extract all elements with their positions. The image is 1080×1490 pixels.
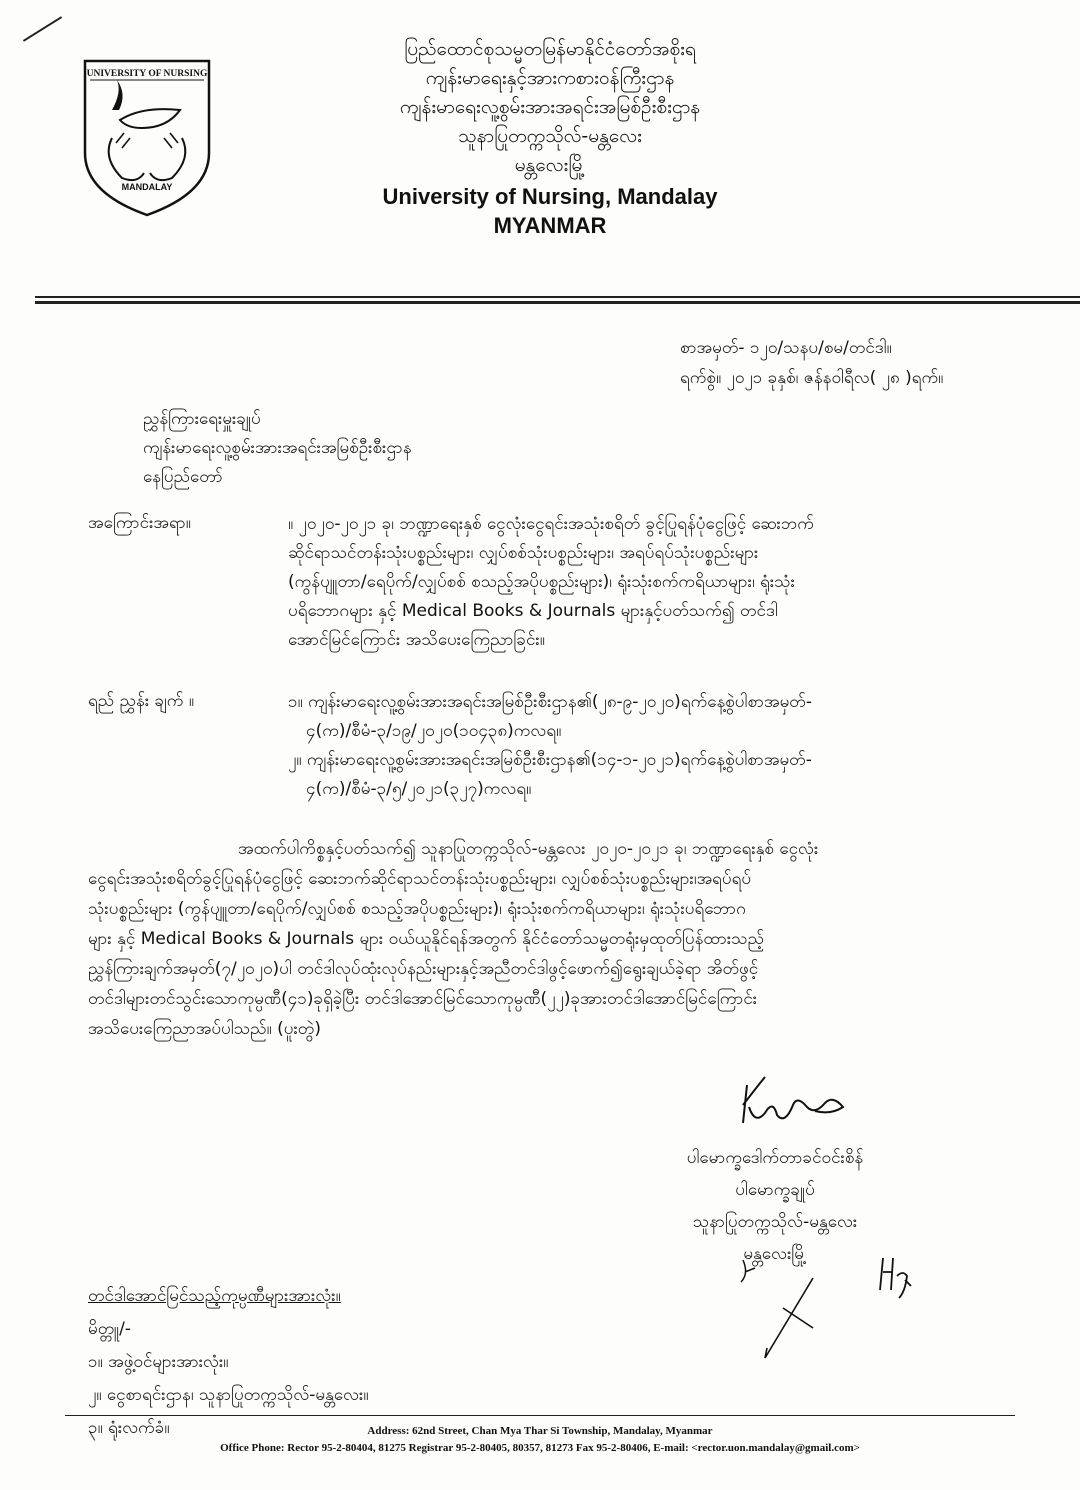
body-line: များ နှင့် Medical Books & Journals များ ဝယ်ယူနိုင်ရန်အတွက် နိုင်ငံတော်သမ္မတရုံးမှထုတ်ပြန်ထားသည့် bbox=[88, 929, 765, 949]
subject-line: ပရိဘောဂများ နှင့် Medical Books & Journals များနှင့်ပတ်သက်၍ တင်ဒါ bbox=[288, 601, 778, 621]
subject-label: အကြောင်းအရာ။ bbox=[88, 513, 191, 533]
distribution-item: ၂။ ငွေစာရင်းဌာန၊ သူနာပြုတက္ကသိုလ်-မန္တလေး။ bbox=[88, 1385, 369, 1405]
reference-item-1-line-1: ၁။ ကျန်းမာရေးလူ့စွမ်းအားအရင်းအမြစ်ဦးစီးဌာန၏(၂၈-၉-၂၀၂၀)ရက်နေ့စွဲပါစာအမှတ်- bbox=[288, 692, 812, 712]
handwritten-signature bbox=[735, 1065, 855, 1135]
body-line: အထက်ပါကိစ္စနှင့်ပတ်သက်၍ သူနာပြုတက္ကသိုလ်-မန္တလေး ၂၀၂၀-၂၀၂၁ ခု၊ ဘဏ္ဍာရေးနှစ် ငွေလုံး bbox=[238, 839, 819, 859]
header-line-2: ကျန်းမာရေးနှင့်အားကစားဝန်ကြီးဌာန bbox=[425, 67, 675, 89]
body-line: အသိပေးကြေညာအပ်ပါသည်။ (ပူးတွဲ) bbox=[88, 1019, 321, 1039]
subject-text bbox=[288, 510, 1023, 655]
signatory-name: ပါမောက္ခဒေါက်တာခင်ဝင်းစိန် bbox=[686, 1148, 864, 1168]
university-seal-logo bbox=[82, 58, 212, 218]
subject-line: (ကွန်ပျူတာ/ရေပိုက်/လျှပ်စစ် စသည့်အပိုပစ္စည်းများ)၊ ရုံးသုံးစက်ကရိယာများ၊ ရုံးသုံး bbox=[288, 572, 795, 592]
reference-item-2-line-2: ၄(က)/စီမံ-၃/၅/၂၀၂၁(၃၂၇)ကလရ။ bbox=[306, 779, 532, 799]
header-divider-top bbox=[35, 296, 1080, 298]
reference-item-1-line-2: ၄(က)/စီမံ-၃/၁၉/၂၀၂၀(၁၀၄၃၈)ကလရ။ bbox=[306, 721, 562, 741]
signatory-institution: သူနာပြုတက္ကသိုလ်-မန္တလေး bbox=[692, 1212, 858, 1232]
header-divider-bottom bbox=[35, 301, 1080, 304]
subject-line: အောင်မြင်ကြောင်း အသိပေးကြေညာခြင်း။ bbox=[288, 630, 545, 650]
header-line-3: ကျန်းမာရေးလူ့စွမ်းအားအရင်းအမြစ်ဦးစီးဌာန bbox=[399, 96, 701, 118]
footer-divider bbox=[65, 1415, 1015, 1416]
recipient-line-1: ညွှန်ကြားရေးမှူးချုပ် bbox=[143, 409, 261, 429]
references-list bbox=[288, 688, 1023, 804]
subject-line: ဆိုင်ရာသင်တန်းသုံးပစ္စည်းများ၊ လျှပ်စစ်သုံးပစ္စည်းများ၊ အရပ်ရပ်သုံးပစ္စည်းများ bbox=[288, 543, 759, 563]
header-line-4: သူနာပြုတက္ကသိုလ်-မန္တလေး bbox=[458, 125, 642, 147]
distribution-item: ၃။ ရုံးလက်ခံ။ bbox=[88, 1418, 170, 1438]
recipient-block bbox=[143, 405, 743, 492]
header-english-name: University of Nursing, Mandalay bbox=[382, 184, 718, 209]
recipient-line-3: နေပြည်တော် bbox=[143, 467, 223, 487]
copy-label: မိတ္တူ/- bbox=[88, 1319, 132, 1339]
references-label: ရည် ညွှန်း ချက် ။ bbox=[88, 691, 194, 711]
body-line: သုံးပစ္စည်းများ (ကွန်ပျူတာ/ရေပိုက်/လျှပ်စစ် စသည့်အပိုပစ္စည်းများ)၊ ရုံးသုံးစက်ကရိယာများ၊ ရုံးသုံးပရိဘောဂ bbox=[88, 899, 746, 919]
seal-bottom-text: MANDALAY bbox=[121, 182, 173, 192]
distribution-heading: တင်ဒါအောင်မြင်သည့်ကုမ္ပဏီများအားလုံး။ bbox=[88, 1286, 341, 1306]
body-line: ညွှန်ကြားချက်အမှတ်(၇/၂၀၂၀)ပါ တင်ဒါလုပ်ထုံးလုပ်နည်းများနှင့်အညီတင်ဒါဖွင့်ဖောက်၍ရွေးချယ်ခဲ့ရာ အိတ်ဖွင့် bbox=[88, 959, 759, 979]
signatory-title: ပါမောက္ခချုပ် bbox=[735, 1180, 815, 1200]
signatory-city: မန္တလေးမြို့ bbox=[743, 1244, 807, 1264]
header-line-1: ပြည်ထောင်စုသမ္မတမြန်မာနိုင်ငံတော်အစိုးရ bbox=[404, 38, 696, 60]
letter-date: ရက်စွဲ။ ၂၀၂၁ ခုနှစ်၊ ဇန်နဝါရီလ( ၂၈ )ရက်။ bbox=[680, 368, 944, 388]
pen-stroke-mark bbox=[23, 16, 62, 42]
footer-contact: Office Phone: Rector 95-2-80404, 81275 Registrar 95-2-80405, 80357, 81273 Fax 95-2-80406, E-mail: <rector.uon.mandalay@gmail.com> bbox=[220, 1442, 860, 1454]
distribution-item: ၁။ အဖွဲ့ဝင်များအားလုံး။ bbox=[88, 1352, 229, 1372]
reference-item-2-line-1: ၂။ ကျန်းမာရေးလူ့စွမ်းအားအရင်းအမြစ်ဦးစီးဌာန၏(၁၄-၁-၂၀၂၁)ရက်နေ့စွဲပါစာအမှတ်- bbox=[288, 750, 812, 770]
recipient-line-2: ကျန်းမာရေးလူ့စွမ်းအားအရင်းအမြစ်ဦးစီးဌာန bbox=[143, 438, 412, 458]
header-country: MYANMAR bbox=[493, 213, 607, 238]
footer-address: Address: 62nd Street, Chan Mya Thar Si Township, Mandalay, Myanmar bbox=[367, 1425, 713, 1437]
body-line: ငွေရင်းအသုံးစရိတ်ခွင့်ပြုရန်ပုံငွေဖြင့် ဆေးဘက်ဆိုင်ရာသင်တန်းသုံးပစ္စည်းများ၊ လျှပ်စစ်သုံးပစ္စည်းများ၊အရပ်ရပ် bbox=[88, 869, 752, 889]
subject-line: ။ ၂၀၂၀-၂၀၂၁ ခု၊ ဘဏ္ဍာရေးနှစ် ငွေလုံးငွေရင်းအသုံးစရိတ် ခွင့်ပြုရန်ပုံငွေဖြင့် ဆေးဘက် bbox=[288, 514, 814, 534]
body-line: တင်ဒါများတင်သွင်းသောကုမ္ပဏီ(၄၁)ခုရှိခဲ့ပြီး တင်ဒါအောင်မြင်သောကုမ္ပဏီ(၂၂)ခုအားတင်ဒါအောင်မြင်ကြောင်း bbox=[88, 989, 758, 1009]
distribution-block bbox=[88, 1280, 538, 1445]
letterhead bbox=[250, 35, 850, 240]
header-line-5: မန္တလေးမြို့ bbox=[514, 154, 586, 176]
reference-number: စာအမှတ်- ၁၂၀/သနပ/စမ/တင်ဒါ။ bbox=[680, 338, 892, 358]
initials-marks bbox=[735, 1250, 925, 1365]
seal-top-text: UNIVERSITY OF NURSING bbox=[86, 69, 208, 79]
body-paragraph bbox=[88, 834, 1023, 1044]
